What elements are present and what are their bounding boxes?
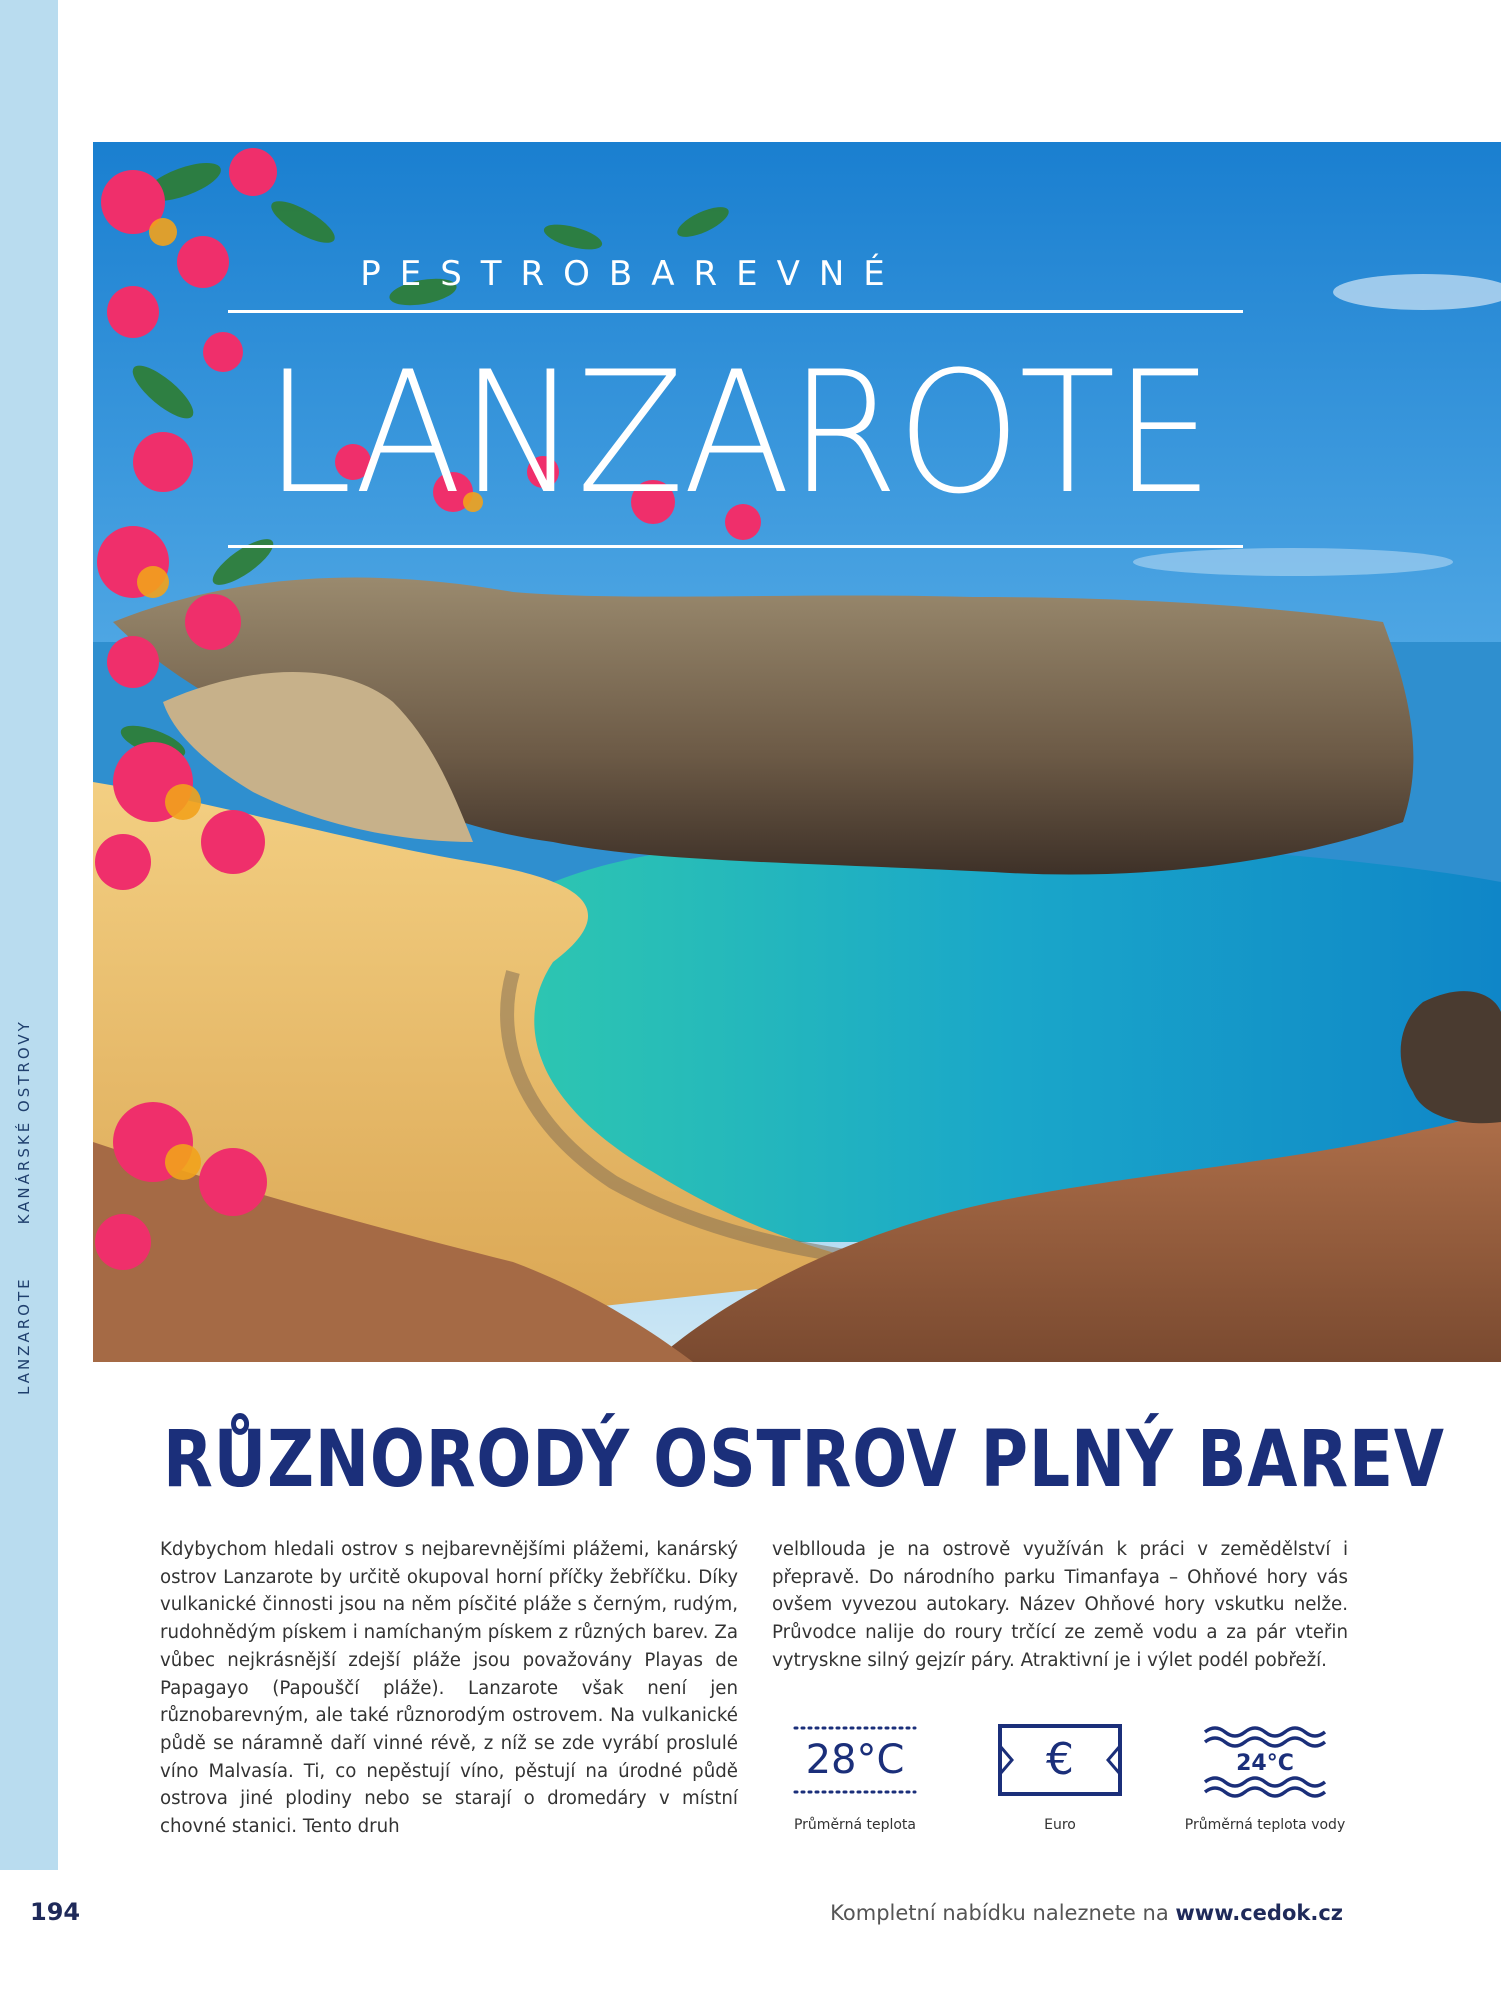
banknote-icon xyxy=(975,1720,1145,1800)
fact-currency-symbol: € xyxy=(1046,1734,1074,1785)
fact-water-caption: Průměrná teplota vody xyxy=(1184,1817,1346,1833)
beach-photo-illustration xyxy=(93,142,1501,1362)
side-label-region: KANÁRSKÉ OSTROVY xyxy=(15,1019,33,1225)
side-section-label xyxy=(6,395,42,1395)
article-column-right: velbllouda je na ostrově využíván k práci v zemědělství i přepravě. Do národního parku Timanfaya – Ohňové hory vás ovšem vyvezou autokary. Název Ohňové hory vskutku nelže. Průvodce nalije do roury trčící ze země vodu a za pár vteřin vytryskne silný gejzír páry. Atraktivní je i výlet podél pobřeží. xyxy=(772,1539,1348,1671)
page-number: 194 xyxy=(30,1898,81,1926)
fact-temperature-value: 28°C xyxy=(805,1737,905,1783)
facts-row xyxy=(770,1720,1354,1860)
hero-kicker: PESTROBAREVNÉ xyxy=(360,254,904,294)
article-column-left: Kdybychom hledali ostrov s nejbarevnějšími plážemi, kanárský ostrov Lanzarote by určitě okupoval horní příčky žebříčku. Díky vulkanické činnosti jsou na něm písčité pláže s černým, rudým, rudohnědým pískem i namíchaným pískem z různých barev. Za vůbec nejkrásnější zdejší pláže jsou považovány Playas de Papagayo (Papouščí pláže). Lanzarote však není jen různobarevným, ale také různorodým ostrovem. Na vulkanické půdě se náramně daří vinné révě, z níž se zde vyrábí proslulé víno Malvasía. Ti, co nepěstují víno, pěstují na úrodné půdě ostrova jiné plodiny nebo se starají o dromedáry v místní chovné stanici. Tento druh xyxy=(160,1539,738,1838)
side-label-island: LANZAROTE xyxy=(15,1276,33,1395)
waves-icon xyxy=(1180,1720,1350,1800)
footer-website-link[interactable]: www.cedok.cz xyxy=(1175,1901,1343,1925)
fact-water-value: 24°C xyxy=(1236,1751,1294,1776)
footer-note xyxy=(830,1901,1343,1925)
article-headline: RŮZNORODÝ OSTROV PLNÝ BAREV xyxy=(163,1415,1445,1505)
fact-temperature xyxy=(770,1720,940,1834)
fact-temperature-caption: Průměrná teplota xyxy=(793,1817,916,1833)
fact-currency xyxy=(975,1720,1145,1834)
footer-note-text: Kompletní nabídku naleznete na xyxy=(830,1901,1176,1925)
hero-rule-bottom xyxy=(228,545,1243,548)
hero-photo xyxy=(93,142,1501,1362)
hero-rule-top xyxy=(228,310,1243,313)
fact-water-temperature xyxy=(1180,1720,1350,1834)
thermometer-dotted-frame-icon xyxy=(770,1720,940,1800)
hero-title: LANZAROTE xyxy=(264,335,1212,531)
fact-currency-caption: Euro xyxy=(1044,1817,1076,1833)
